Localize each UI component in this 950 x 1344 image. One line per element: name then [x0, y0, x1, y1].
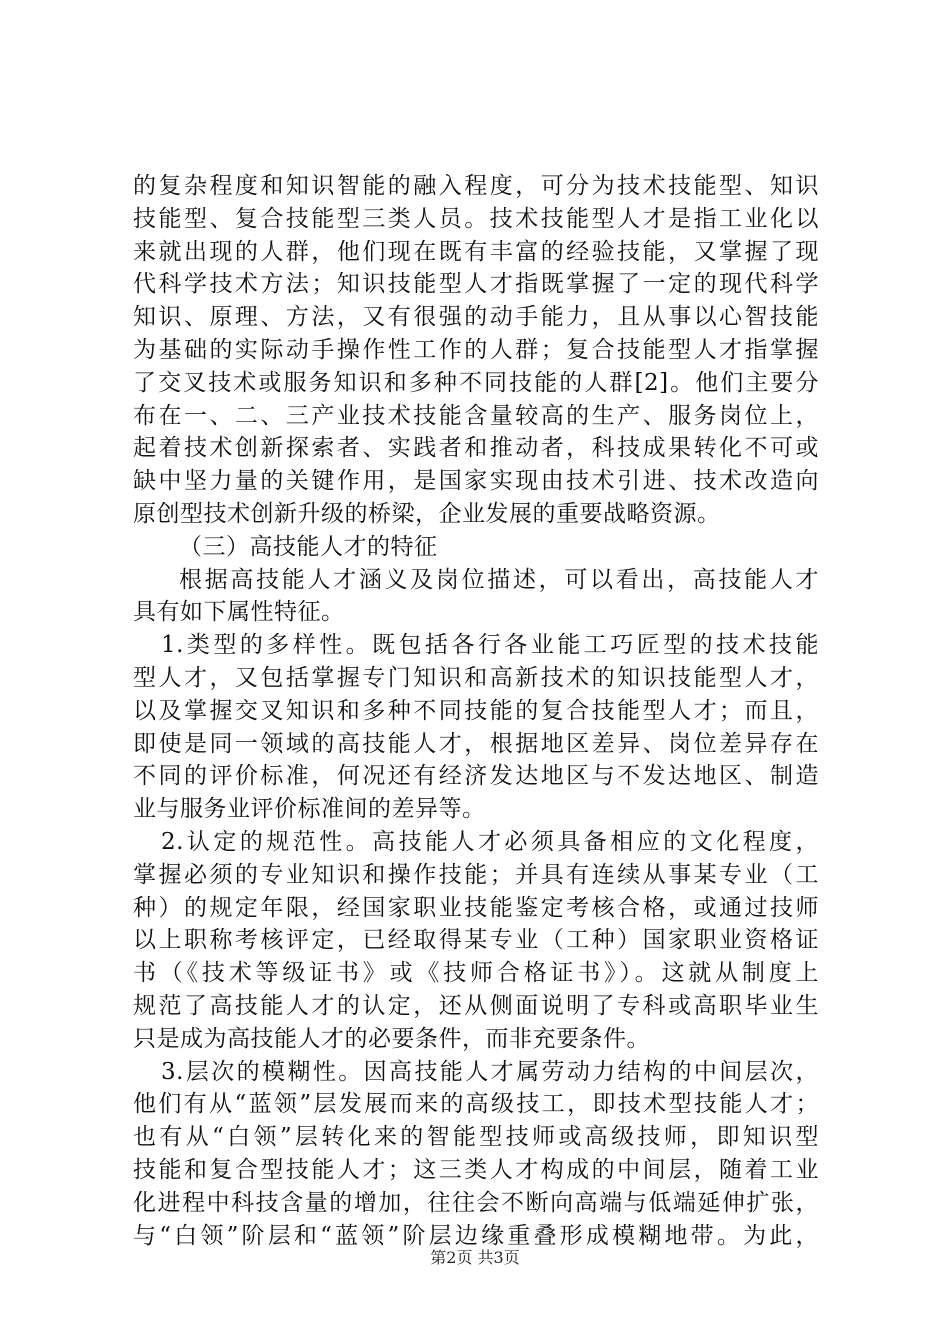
text-line: 化进程中科技含量的增加，往往会不断向高端与低端延伸扩张，	[133, 1189, 819, 1216]
text-line: 2.认定的规范性。高技能人才必须具备相应的文化程度，	[161, 828, 819, 855]
text-line: 规范了高技能人才的认定，还从侧面说明了专科或高职毕业生	[133, 992, 819, 1019]
text-line: 型人才，又包括掌握专门知识和高新技术的知识技能型人才，	[133, 664, 819, 691]
text-line: 布在一、二、三产业技术技能含量较高的生产、服务岗位上，	[133, 402, 819, 429]
text-line: 3.层次的模糊性。因高技能人才属劳动力结构的中间层次，	[161, 1058, 819, 1085]
text-line: 也有从“白领”层转化来的智能型技师或高级技师，即知识型	[133, 1124, 819, 1151]
text-line: 业与服务业评价标准间的差异等。	[133, 796, 486, 823]
text-line: 种）的规定年限，经国家职业技能鉴定考核合格，或通过技师	[133, 894, 819, 921]
page-footer: 第2页 共3页	[430, 1248, 520, 1267]
text-line: 起着技术创新探索者、实践者和推动者，科技成果转化不可或	[133, 435, 819, 462]
text-line: 原创型技术创新升级的桥梁，企业发展的重要战略资源。	[133, 500, 721, 527]
text-line: 以及掌握交叉知识和多种不同技能的复合技能型人才；而且，	[133, 697, 819, 724]
text-line: 1.类型的多样性。既包括各行各业能工巧匠型的技术技能	[161, 632, 819, 659]
text-line: 以上职称考核评定，已经取得某专业（工种）国家职业资格证	[133, 927, 819, 954]
text-line: 不同的评价标准，何况还有经济发达地区与不发达地区、制造	[133, 763, 819, 790]
text-line: 书（《技术等级证书》或《技师合格证书》）。这就从制度上	[133, 960, 819, 987]
text-line: 掌握必须的专业知识和操作技能；并具有连续从事某专业（工	[133, 861, 819, 888]
text-line: 与“白领”阶层和“蓝领”阶层边缘重叠形成模糊地带。为此，	[133, 1222, 819, 1249]
body-text	[133, 170, 819, 1252]
text-line: 即使是同一领域的高技能人才，根据地区差异、岗位差异存在	[133, 730, 819, 757]
text-line: 根据高技能人才涵义及岗位描述，可以看出，高技能人才	[179, 566, 819, 593]
text-line: 的复杂程度和知识智能的融入程度，可分为技术技能型、知识	[133, 173, 819, 199]
section-heading: （三）高技能人才的特征	[179, 533, 438, 560]
text-line: 来就出现的人群，他们现在既有丰富的经验技能，又掌握了现	[133, 238, 819, 265]
text-line: 具有如下属性特征。	[133, 599, 345, 626]
text-line: 代科学技术方法；知识技能型人才指既掌握了一定的现代科学	[133, 271, 819, 298]
text-line: 技能和复合型技能人才；这三类人才构成的中间层，随着工业	[133, 1156, 819, 1183]
text-line: 了交叉技术或服务知识和多种不同技能的人群[2]。他们主要分	[133, 369, 819, 396]
text-line: 只是成为高技能人才的必要条件，而非充要条件。	[133, 1025, 650, 1052]
text-line: 为基础的实际动手操作性工作的人群；复合技能型人才指掌握	[133, 336, 819, 363]
text-line: 技能型、复合技能型三类人员。技术技能型人才是指工业化以	[133, 205, 819, 232]
text-line: 知识、原理、方法，又有很强的动手能力，且从事以心智技能	[133, 304, 819, 331]
text-line: 他们有从“蓝领”层发展而来的高级技工，即技术型技能人才；	[133, 1091, 819, 1118]
text-line: 缺中坚力量的关键作用，是国家实现由技术引进、技术改造向	[133, 468, 819, 495]
